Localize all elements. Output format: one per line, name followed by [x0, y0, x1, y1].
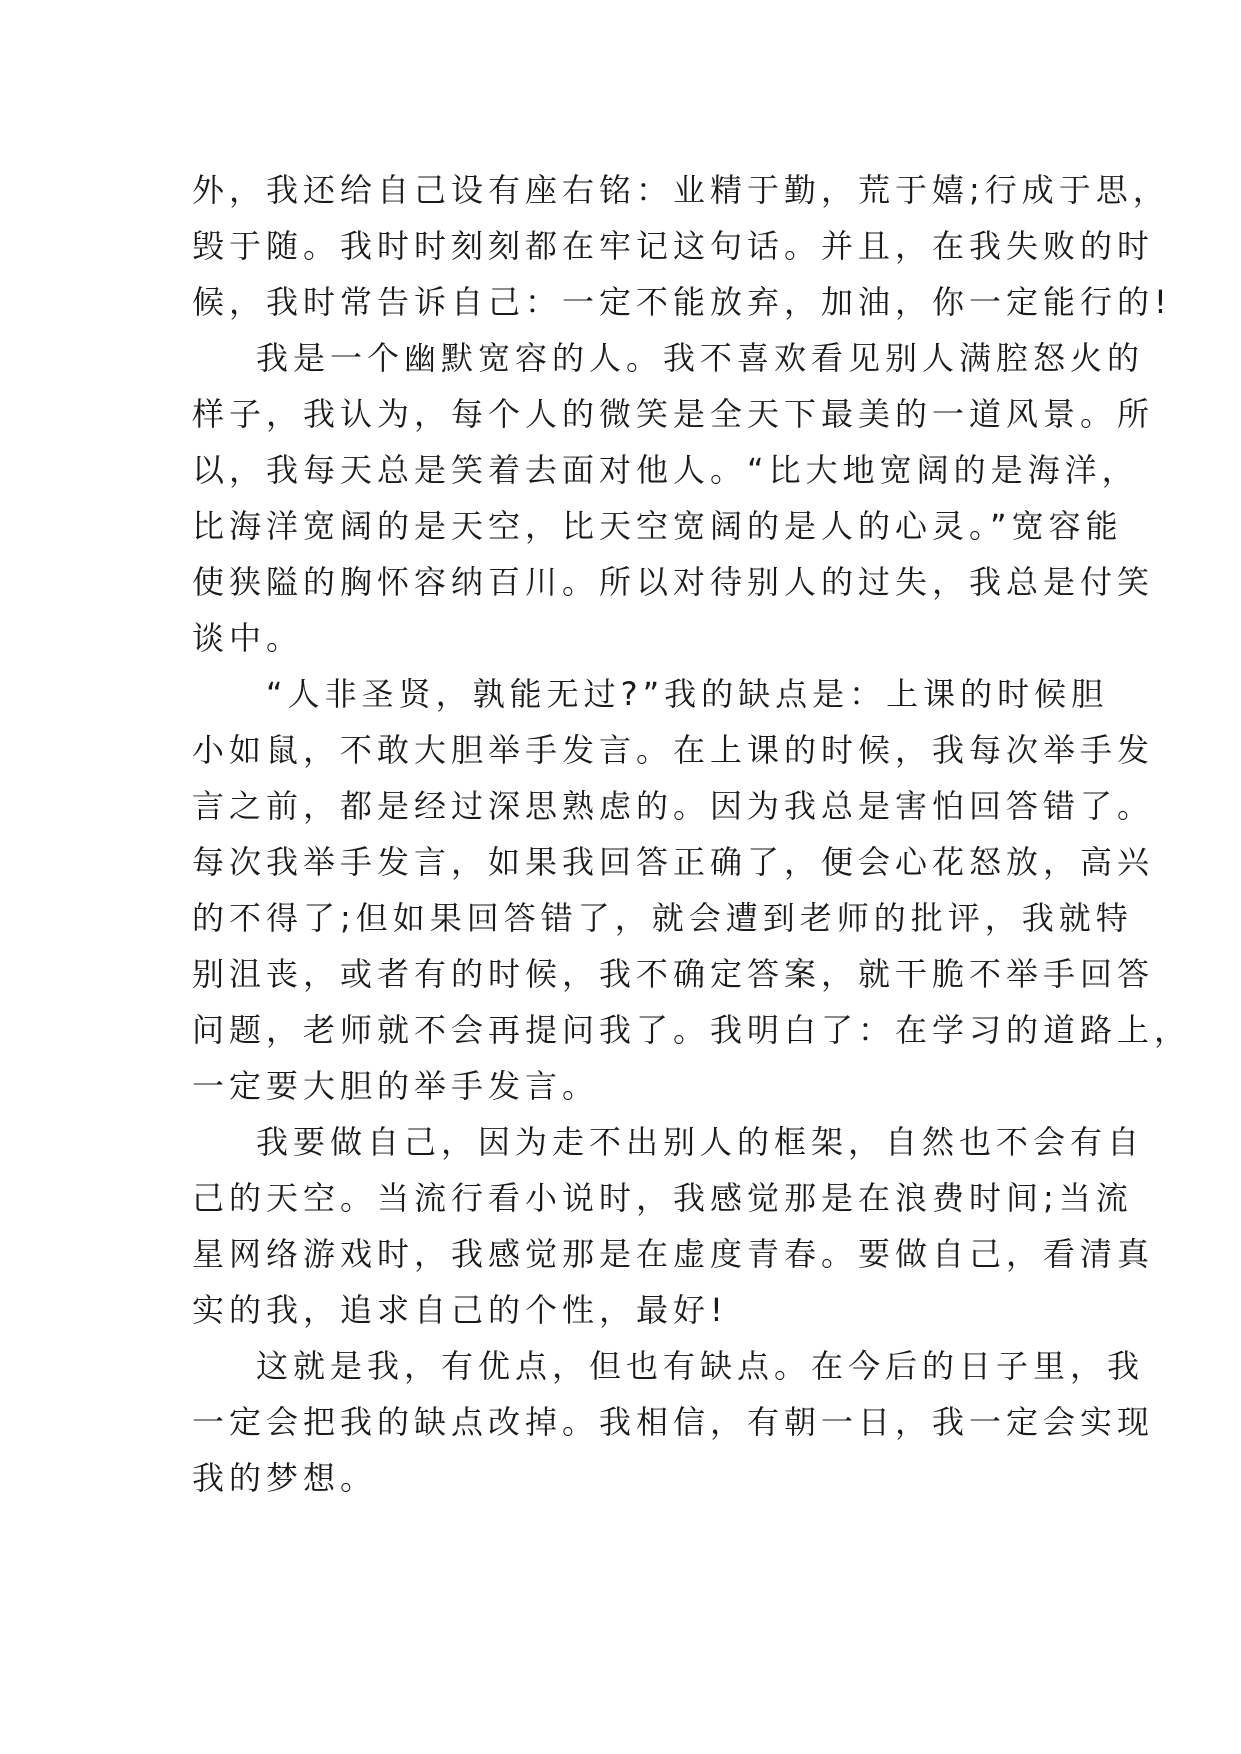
text-line: 谈中。	[192, 619, 304, 657]
text-line: 问题，老师就不会再提问我了。我明白了：在学习的道路上，	[192, 1011, 1192, 1049]
text-line: 候，我时常告诉自己：一定不能放弃，加油，你一定能行的!	[192, 283, 1172, 321]
text-line: 言之前，都是经过深思熟虑的。因为我总是害怕回答错了。	[192, 787, 1155, 825]
text-line: 的不得了;但如果回答错了，就会遭到老师的批评，我就特	[192, 899, 1133, 937]
text-line: 实的我，追求自己的个性，最好!	[192, 1291, 728, 1329]
text-line: 使狭隘的胸怀容纳百川。所以对待别人的过失，我总是付笑	[192, 563, 1155, 601]
text-line: 毁于随。我时时刻刻都在牢记这句话。并且，在我失败的时	[192, 227, 1155, 265]
text-line: 以，我每天总是笑着去面对他人。“比大地宽阔的是海洋，	[192, 451, 1139, 489]
text-line: 样子，我认为，每个人的微笑是全天下最美的一道风景。所	[192, 395, 1155, 433]
paragraph-first-line: 我要做自己，因为走不出别人的框架，自然也不会有自	[256, 1123, 1145, 1161]
paragraph-first-line: 这就是我，有优点，但也有缺点。在今后的日子里，我	[256, 1347, 1145, 1385]
paragraph-first-line: 我是一个幽默宽容的人。我不喜欢看见别人满腔怒火的	[256, 339, 1145, 377]
paragraph-first-line: “人非圣贤，孰能无过?”我的缺点是：上课的时候胆	[266, 675, 1109, 713]
text-line: 一定会把我的缺点改掉。我相信，有朝一日，我一定会实现	[192, 1403, 1155, 1441]
text-line: 一定要大胆的举手发言。	[192, 1067, 600, 1105]
text-line: 外，我还给自己设有座右铭：业精于勤，荒于嬉;行成于思，	[192, 171, 1170, 209]
text-line: 每次我举手发言，如果我回答正确了，便会心花怒放，高兴	[192, 843, 1155, 881]
text-line: 己的天空。当流行看小说时，我感觉那是在浪费时间;当流	[192, 1179, 1133, 1217]
text-line: 小如鼠，不敢大胆举手发言。在上课的时候，我每次举手发	[192, 731, 1155, 769]
text-line: 我的梦想。	[192, 1459, 378, 1497]
text-line: 别沮丧，或者有的时候，我不确定答案，就干脆不举手回答	[192, 955, 1155, 993]
text-line: 比海洋宽阔的是天空，比天空宽阔的是人的心灵。”宽容能	[192, 507, 1123, 545]
text-line: 星网络游戏时，我感觉那是在虚度青春。要做自己，看清真	[192, 1235, 1155, 1273]
document-body	[192, 162, 1192, 1506]
